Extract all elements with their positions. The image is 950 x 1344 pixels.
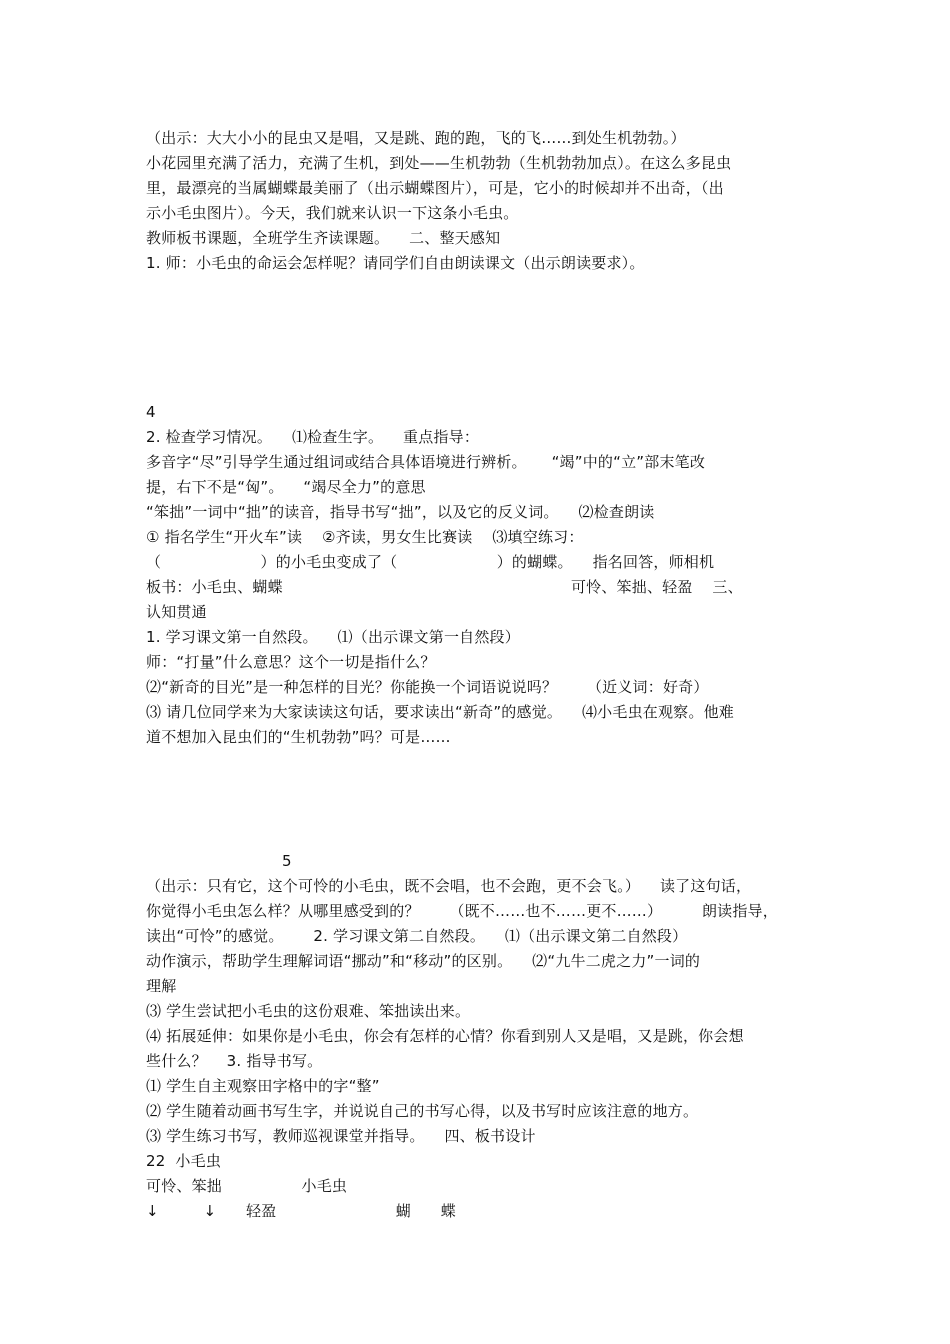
text-line: “笨拙”一词中“拙”的读音，指导书写“拙”，以及它的反义词。 ⑵检查朗读 — [146, 503, 655, 521]
text-line: 示小毛虫图片）。今天，我们就来认识一下这条小毛虫。 — [146, 204, 519, 222]
text-line: 理解 — [146, 977, 177, 995]
text-line: 2. 检查学习情况。 ⑴检查生字。 重点指导： — [146, 428, 480, 446]
text-line: （ ）的小毛虫变成了（ ）的蝴蝶。 指名回答，师相机 — [146, 553, 715, 571]
board-line: 可怜、笨拙 小毛虫 — [146, 1177, 348, 1195]
page-number: 4 — [146, 403, 156, 421]
text-line: 道不想加入昆虫们的“生机勃勃”吗？可是…… — [146, 728, 451, 746]
text-line: ⑷ 拓展延伸：如果你是小毛虫，你会有怎样的心情？你看到别人又是唱，又是跳，你会想 — [146, 1027, 744, 1045]
text-line: 师：“打量”什么意思？这个一切是指什么？ — [146, 653, 436, 671]
board-title: 22 小毛虫 — [146, 1152, 222, 1170]
text-line: 教师板书课题，全班学生齐读课题。 二、整天感知 — [146, 229, 501, 247]
text-line: 里，最漂亮的当属蝴蝶最美丽了（出示蝴蝶图片），可是，它小的时候却并不出奇，（出 — [146, 179, 724, 197]
text-line: 1. 学习课文第一自然段。 ⑴（出示课文第一自然段） — [146, 628, 520, 646]
text-line: 提，右下不是“匈”。 “竭尽全力”的意思 — [146, 478, 426, 496]
board-arrows-line: ↓ ↓ 轻盈 蝴 蝶 — [146, 1202, 456, 1220]
text-line: ① 指名学生“开火车”读 ②齐读，男女生比赛读 ⑶填空练习： — [146, 528, 584, 546]
text-line: 小花园里充满了活力，充满了生机，到处——生机勃勃（生机勃勃加点）。在这么多昆虫 — [146, 154, 732, 172]
text-line: 1. 师：小毛虫的命运会怎样呢？请同学们自由朗读课文（出示朗读要求）。 — [146, 254, 645, 272]
text-line: 些什么？ 3. 指导书写。 — [146, 1052, 323, 1070]
text-line: ⑴ 学生自主观察田字格中的字“整” — [146, 1077, 380, 1095]
text-line: ⑶ 学生练习书写，教师巡视课堂并指导。 四、板书设计 — [146, 1127, 536, 1145]
text-line: ⑶ 学生尝试把小毛虫的这份艰难、笨拙读出来。 — [146, 1002, 471, 1020]
text-line: ⑶ 请几位同学来为大家读读这句话，要求读出“新奇”的感觉。 ⑷小毛虫在观察。他难 — [146, 703, 734, 721]
text-line: 读出“可怜”的感觉。 2. 学习课文第二自然段。 ⑴（出示课文第二自然段） — [146, 927, 688, 945]
text-line: 认知贯通 — [146, 603, 207, 621]
text-line: （出示：大大小小的昆虫又是唱，又是跳、跑的跑，飞的飞……到处生机勃勃。） — [146, 129, 686, 147]
text-line: （出示：只有它，这个可怜的小毛虫，既不会唱，也不会跑，更不会飞。） 读了这句话， — [146, 877, 752, 895]
text-line: 多音字“尽”引导学生通过组词或结合具体语境进行辨析。 “竭”中的“立”部末笔改 — [146, 453, 706, 471]
text-line: ⑵“新奇的目光”是一种怎样的目光？你能换一个词语说说吗？ （近义词：好奇） — [146, 678, 709, 696]
page-number: 5 — [282, 852, 292, 870]
text-line: 动作演示，帮助学生理解词语“挪动”和“移动”的区别。 ⑵“九牛二虎之力”一词的 — [146, 952, 701, 970]
text-line: ⑵ 学生随着动画书写生字，并说说自己的书写心得，以及书写时应该注意的地方。 — [146, 1102, 699, 1120]
text-line: 板书：小毛虫、蝴蝶 可怜、笨拙、轻盈 三、 — [146, 578, 743, 596]
text-line: 你觉得小毛虫怎么样？从哪里感受到的？ （既不……也不……更不……） 朗读指导， — [146, 902, 778, 920]
